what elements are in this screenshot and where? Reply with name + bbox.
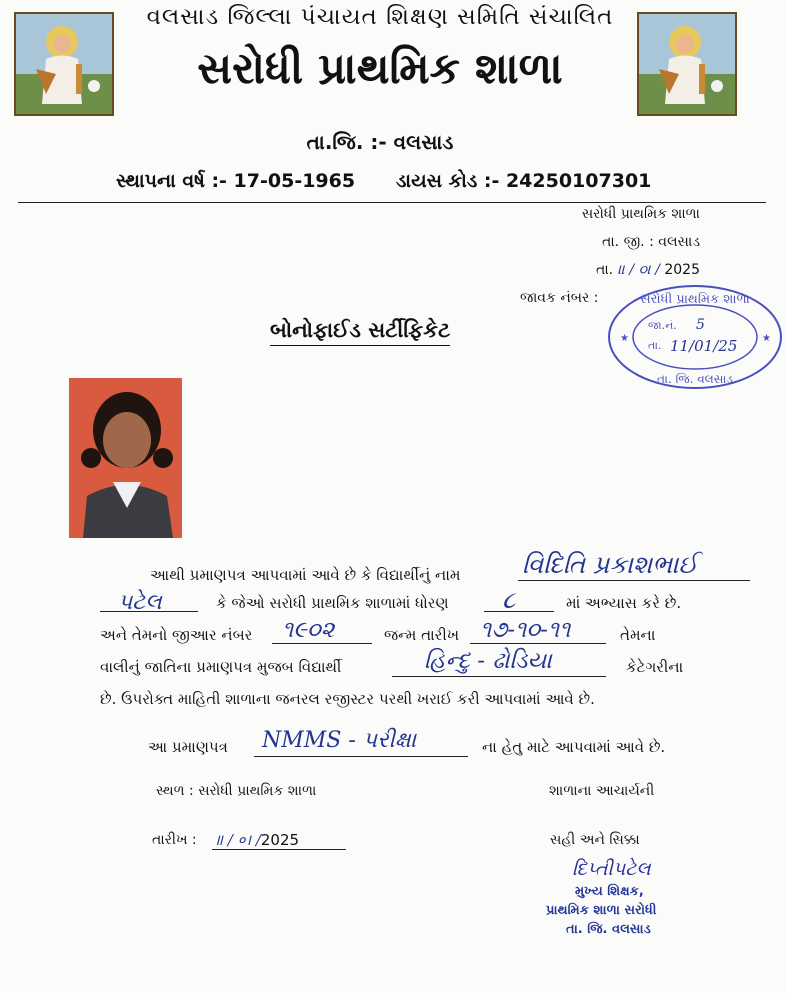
sign-label: સહી અને સિક્કા xyxy=(550,832,640,848)
address-taluka: તા. જી. : વલસાડ xyxy=(601,234,700,250)
taluka-line: તા.જિ. :- વલસાડ xyxy=(306,130,454,154)
signatory-school: પ્રાથમિક શાળા સરોધી xyxy=(546,903,657,918)
header-subtitle: વલસાડ જિલ્લા પંચાયત શિક્ષણ સમિતિ સંચાલિત xyxy=(146,4,614,30)
goddess-logo-right xyxy=(637,12,737,116)
body-line5-text: છે. ઉપરોક્ત માહિતી શાળાના જનરલ રજીસ્ટર પરથી ખરાઈ કરી આપવામાં આવે છે. xyxy=(100,690,595,708)
dob-hand: ૧૭-૧૦-૧૧ xyxy=(480,617,571,643)
saraswati-image-icon xyxy=(16,14,112,114)
principal-label: શાળાના આચાર્યની xyxy=(549,783,655,799)
outward-number-label: જાવક નંબર : xyxy=(520,290,599,306)
school-stamp xyxy=(606,283,784,391)
caste-hand: હિન્દુ - ઢોડિયા xyxy=(424,648,552,674)
date-underline xyxy=(212,849,346,850)
student-portrait-icon xyxy=(69,378,182,538)
dob-underline xyxy=(470,643,606,644)
gr-number-hand: ૧૯૦૨ xyxy=(282,617,335,643)
header-divider xyxy=(18,202,766,203)
established-year: સ્થાપના વર્ષ :- 17-05-1965 xyxy=(116,170,356,192)
caste-underline xyxy=(392,676,606,677)
purpose-underline xyxy=(254,756,468,757)
svg-text:તા. જિ. વલસાડ: તા. જિ. વલસાડ xyxy=(656,372,734,386)
student-name-hand: વિદિતિ પ્રકાશભાઈ xyxy=(522,550,698,579)
body-line2-text: કે જેઓ સરોધી પ્રાથમિક શાળામાં ધોરણ xyxy=(216,594,449,612)
purpose-end: ના હેતુ માટે આપવામાં આવે છે. xyxy=(482,738,666,756)
body-line4-end: કેટેગરીના xyxy=(626,658,684,676)
body-line1-text: આથી પ્રમાણપત્ર આપવામાં આવે છે કે વિદ્યાર્થીનું નામ xyxy=(150,566,461,584)
address-date: તા. ॥ / ૦। / 2025 xyxy=(595,262,700,278)
body-line4-text: વાલીનું જાતિના પ્રમાણપત્ર મુજબ વિદ્યાર્થી xyxy=(100,658,342,676)
dob-label: જન્મ તારીખ xyxy=(384,626,460,644)
certificate-title: બોનોફાઈડ સર્ટીફિકેટ xyxy=(270,318,450,346)
standard-underline xyxy=(484,611,554,612)
svg-text:જા.નં.: જા.નં. xyxy=(648,319,677,332)
footer-date: ॥ / ०। /2025 xyxy=(214,831,300,849)
saraswati-image-icon xyxy=(639,14,735,114)
svg-text:★: ★ xyxy=(762,333,771,344)
svg-text:સરોધી પ્રાથમિક શાળા: સરોધી પ્રાથમિક શાળા xyxy=(640,292,750,307)
body-line3-end: તેમના xyxy=(620,626,656,644)
purpose-hand: NMMS - પરીક્ષા xyxy=(262,728,417,753)
place-line: સ્થળ : સરોધી પ્રાથમિક શાળા xyxy=(156,783,317,799)
school-name: સરોધી પ્રાથમિક શાળા xyxy=(197,44,563,94)
student-surname-hand: પટેલ xyxy=(118,590,162,615)
body-line2-end: માં અભ્યાસ કરે છે. xyxy=(566,594,682,612)
signature: દિપ્તીપટેલ xyxy=(572,858,651,880)
surname-underline xyxy=(100,611,198,612)
svg-text:11/01/25: 11/01/25 xyxy=(670,337,738,355)
signatory-place: તા. જિ. વલસાડ xyxy=(566,922,651,937)
name-underline xyxy=(518,580,750,581)
signatory-title: મુખ્ય શિક્ષક, xyxy=(575,884,644,899)
svg-text:5: 5 xyxy=(696,317,705,333)
student-photo xyxy=(69,378,182,538)
body-line3-text: અને તેમનો જીઆર નંબર xyxy=(100,626,253,644)
address-school: સરોધી પ્રાથમિક શાળા xyxy=(581,206,700,222)
gr-underline xyxy=(272,643,372,644)
standard-hand: ૮ xyxy=(502,586,516,614)
goddess-logo-left xyxy=(14,12,114,116)
svg-text:★: ★ xyxy=(620,333,629,344)
purpose-label: આ પ્રમાણપત્ર xyxy=(148,738,228,756)
dise-code: ડાયસ કોડ :- 24250107301 xyxy=(396,170,652,192)
date-label: તારીખ : xyxy=(152,832,197,848)
svg-text:તા.: તા. xyxy=(648,339,662,352)
